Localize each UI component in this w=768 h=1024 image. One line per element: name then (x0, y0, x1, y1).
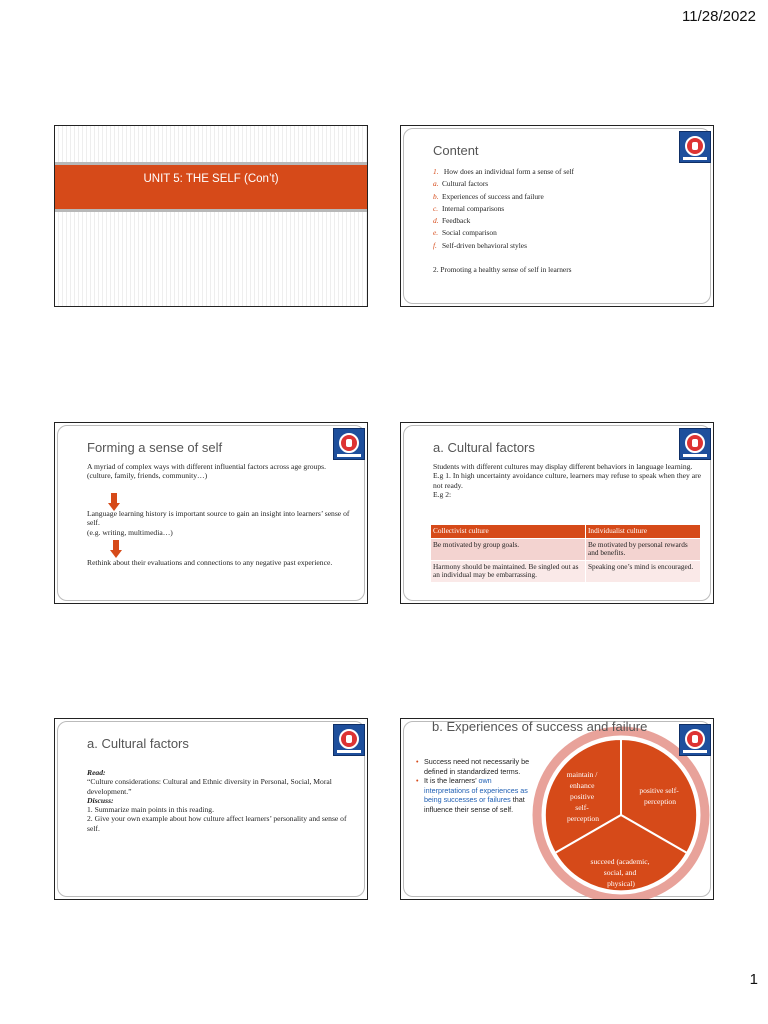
column-header: Collectivist culture (431, 525, 586, 538)
paragraph: Students with different cultures may display different behaviors in language learning. (433, 462, 693, 471)
paragraph: (culture, family, friends, community…) (87, 471, 208, 481)
paragraph: Language learning history is important source to gain an insight into learners’ sense of self. (87, 509, 350, 528)
slide-4-body (433, 462, 701, 499)
university-logo-icon (679, 131, 711, 163)
discuss-label: Discuss: (87, 795, 114, 805)
down-arrow-icon (110, 540, 122, 558)
list-item: b. Experiences of success and failure (433, 191, 544, 201)
table-cell: Be motivated by personal rewards and benefits. (586, 538, 701, 560)
university-logo-icon (679, 428, 711, 460)
bullet-item: • Success need not necessarily be defined in standardized terms. (416, 757, 534, 776)
slide-6-bullets (416, 757, 534, 815)
slide-5-title: a. Cultural factors (87, 736, 189, 751)
slide-4-title: a. Cultural factors (433, 440, 535, 455)
slide-5-body (87, 768, 349, 833)
slide-3-title: Forming a sense of self (87, 440, 223, 455)
page-number: 1 (749, 971, 758, 988)
slide-1-title: UNIT 5: THE SELF (Con’t) (143, 173, 279, 185)
university-logo-icon (333, 724, 365, 756)
paragraph: “Culture considerations: Cultural and Ethnic diversity in Personal, Social, Moral development.” (87, 777, 332, 796)
column-header: Individualist culture (586, 525, 701, 538)
list-item: c. Internal comparisons (433, 203, 505, 213)
slide-1-thumbnail (54, 125, 368, 307)
print-date: 11/28/2022 (682, 8, 756, 25)
paragraph: E.g 2: (433, 489, 452, 499)
list-item: 1. How does an individual form a sense of self (433, 167, 574, 176)
paragraph: (e.g. writing, multimedia…) (87, 527, 173, 537)
content-list (433, 166, 683, 276)
paragraph: Rethink about their evaluations and connections to any negative past experience. (87, 558, 333, 567)
read-label: Read: (87, 768, 106, 777)
title-band (55, 162, 367, 212)
table-cell: Speaking one’s mind is encouraged. (586, 560, 701, 582)
slide-6-title: b. Experiences of success and failure (432, 719, 648, 734)
slide-3-body (87, 558, 351, 567)
paragraph: 1. Summarize main points in this reading. (87, 805, 214, 815)
striped-background (55, 126, 367, 306)
list-item: f. Self-driven behavioral styles (433, 240, 527, 250)
table-cell: Be motivated by group goals. (431, 538, 586, 560)
slide-2-title: Content (433, 143, 479, 158)
list-item: d. Feedback (433, 216, 471, 226)
slide-4-thumbnail (400, 422, 714, 604)
bullet-item: • It is the learners’ own interpretations of experiences as being successes or failures that influence their sense of self. (416, 776, 534, 814)
paragraph: 2. Give your own example about how culture affect learners’ personality and sense of self. (87, 814, 347, 833)
slide-3-thumbnail (54, 422, 368, 604)
slide-3-body (87, 462, 345, 481)
segment-label-bottom: succeed (academic, social, and physical) (590, 857, 650, 888)
list-item: a. Cultural factors (433, 179, 489, 189)
list-item: 2. Promoting a healthy sense of self in learners (433, 265, 572, 275)
paragraph: A myriad of complex ways with different influential factors across age groups. (87, 462, 326, 471)
table-header-row (431, 525, 701, 538)
table-row (431, 560, 701, 582)
segment-label-left: maintain / enhance positive self- perception (566, 770, 600, 823)
slide-3-body (87, 509, 351, 537)
list-item: e. Social comparison (433, 228, 497, 238)
university-logo-icon (679, 724, 711, 756)
university-logo-icon (333, 428, 365, 460)
culture-comparison-table (431, 525, 701, 582)
slide-5-thumbnail (54, 718, 368, 900)
table-cell: Harmony should be maintained. Be singled out as an individual may be embarrassing. (431, 560, 586, 582)
table-row (431, 538, 701, 560)
segment-label-right: positive self- perception (639, 786, 679, 806)
paragraph: E.g 1. In high uncertainty avoidance culture, learners may refuse to speak when they are not ready. (433, 471, 701, 490)
slide-6-thumbnail (400, 718, 714, 900)
slide-2-thumbnail (400, 125, 714, 307)
